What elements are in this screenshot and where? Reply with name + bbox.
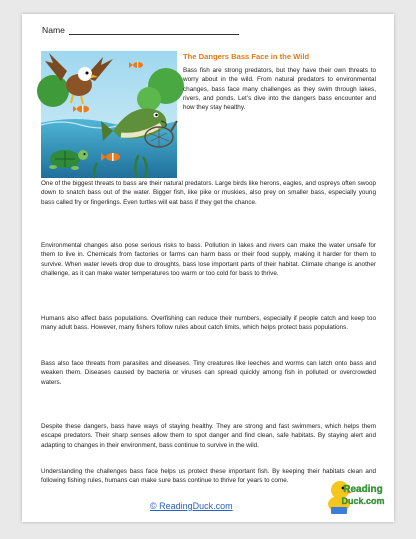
paragraph-environment: Environmental changes also pose serious risks to bass. Pollution in lakes and rivers can make the water unsafe for them to live in. Chemicals from factories or farms can harm bass or their food supply, making it harder for them to survive. When water levels drop due to droughts, bass lose important parts of their habitat. Climate change is another challenge, as it can make water temperatures too warm or too cold for bass to thrive. bbox=[41, 242, 376, 278]
logo-text-line2: Duck.com bbox=[341, 496, 385, 506]
logo-text-line1: Reading bbox=[343, 484, 383, 495]
worksheet-page bbox=[22, 14, 394, 522]
name-field-row bbox=[42, 25, 239, 35]
name-label: Name bbox=[42, 25, 65, 35]
paragraph-staying-healthy: Despite these dangers, bass have ways of staying healthy. They are strong and fast swimmers, which helps them escape predators. Their sharp senses allow them to spot danger and find clean, safe habitats. By staying alert and adapting to changes in their environment, bass continue to survive in the wild. bbox=[41, 423, 376, 449]
bass-dangers-illustration bbox=[41, 51, 177, 178]
footer-link[interactable]: © ReadingDuck.com bbox=[150, 501, 233, 511]
intro-paragraph: Bass fish are strong predators, but they have their own threats to worry about in the wild. From natural predators to environmental changes, bass face many challenges as they swim through lakes, rivers, and ponds. Let’s dive into the dangers bass encounter and how they stay healthy. bbox=[183, 67, 376, 112]
name-input-line[interactable] bbox=[69, 25, 239, 35]
paragraph-predators: One of the biggest threats to bass are their natural predators. Large birds like herons, eagles, and ospreys often swoop down to snatch bass out of the water. Bigger fish, like pike or muskies, also prey on smaller bass, especially young bass called fry or fingerlings. Even turtles will eat bass if they get the chance. bbox=[41, 180, 376, 206]
article-title: The Dangers Bass Face in the Wild bbox=[183, 52, 310, 61]
paragraph-conclusion: Understanding the challenges bass face helps us protect these important fish. By keeping their habitats clean and following fishing rules, humans can make sure bass continue to thrive for years to come. bbox=[41, 468, 376, 485]
reading-duck-logo bbox=[326, 477, 385, 517]
paragraph-parasites: Bass also face threats from parasites and diseases. Tiny creatures like leeches and worms can latch onto bass and weaken them. Diseases caused by bacteria or viruses can spread quickly among fish in polluted or overcrowded waters. bbox=[41, 360, 376, 386]
paragraph-humans: Humans also affect bass populations. Overfishing can reduce their numbers, especially if people catch and keep too many adult bass. However, many fishers follow rules about catch limits, which helps protect bass populations. bbox=[41, 315, 376, 332]
